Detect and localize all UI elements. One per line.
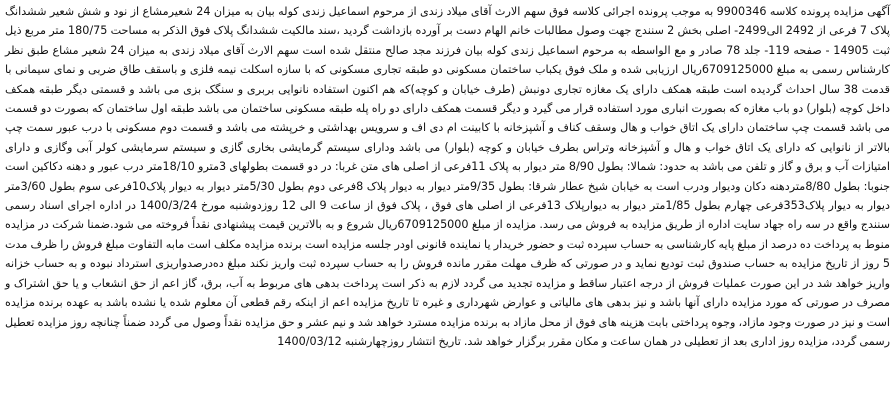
publish-date: 1400/03/12 <box>277 334 342 348</box>
notice-body-text: آگهی مزایده پرونده کلاسه 9900346 به موجب پرونده اجرائی کلاسه فوق سهم الارث آقای میلاد زندی از مرحوم اسماعیل زندی کوله بیان به میزان 24 شعیرمشاع از نود و شش شعیر ششدانگ پلاک 7 فرعی از 2492 الی2499- اصلی بخش 2 سنندج جهت وصول مطالبات خانم الهام دست بر آورده بازداشت گردید ،سند مالکیت ششدانگ پلاک فوق الذکر به مساحت 180/75 متر مربع ذیل ثبت 14905 - صفحه 119- جلد 78 صادر و مع الواسطه به مرحوم اسماعیل زندی کوله بیان فرزند مجد صالح منتقل شده است سهم الارث آقای میلاد زندی به میزان 24 شعیر مشاع طبق نظر کارشناس رسمی به مبلغ 6709125000ریال ارزیابی شده و ملک فوق یکباب ساختمان مسکونی دو طبقه تجاری مسکونی که با سازه اسکلت نیمه فلزی و باسقف طاق ضربی و نمای سیمانی با قدمت 38 سال احداث گردیده است طبقه همکف دارای یک مغازه تجاری دونبش (طرف خیابان و کوچه)که هم اکنون استفاده نانوایی بربری و سنگک بزی می باشد و قسمتی دیگر طبقه همکف داخل کوچه (بلوار) دو باب مغازه که بصورت انباری مورد استفاده قرار می گیرد و دیگر قسمت همکف دارای دو راه پله طبقه مسکونی ساختمان می باشد طبقه اول ساختمان که بصورت دو قسمت می باشد قسمت چپ ساختمان دارای یک اتاق خواب و هال وسقف کناف و آشپزخانه با کابینت ام دی اف و سرویس بهداشتی و خرپشته می باشد و قسمت دوم مسکونی با درب عبور سمت چپ بالاتر از نانوایی که دارای یک اتاق خواب و هال و آشپزخانه وتراس بطرف خیابان و کوچه (بلوار) می باشد ودارای سیستم گرمایشی بخاری گازی و سیستم سرمایشی کولر آبی وگازی و دارای امتیازات آب و برق و گاز و تلفن می باشد به حدود: شمالا: بطول 8/90 متر دیوار به پلاک 11فرعی از اصلی های متن غربا: در دو قسمت بطولهای 3مترو 18/10متر درب عبور و دهنه دکاکین است جنوبا: بطول 8/80متردهنه دکان ودیوار ودرب است به خیابان شیخ عطار شرقا: بطول 9/35متر دیوار به دیوار پلاک 8فرعی دوم بطول 5/30متر دیوار به دیوار پلاک10فرعی سوم بطول 3/60متر دیوار به دیوار پلاک353فرعی چهارم بطول 1/85متر دیوار به دیوارپلاک 13فرعی از اصلی های فوق ، پلاک فوق از ساعت 9 الی 12 روزدوشنبه مورخ 1400/3/24 در اداره اجرای اسناد رسمی سنندج واقع در سه راه جهاد سایت اداره از طریق مزایده به فروش می رسد. مزایده از مبلغ 6709125000ریال شروع و به بالاترین قیمت پیشنهادی نقداً فروخته می شود.ضمنا شرکت در مزایده منوط به پرداخت ده درصد از مبلغ پایه کارشناسی به حساب سپرده ثبت و حضور خریدار یا نماینده قانونی اودر جلسه مزایده است برنده مزایده مکلف است مابه التفاوت مبلغ فروش را ظرف مدت 5 روز از تاریخ مزایده به حساب صندوق ثبت تودیع نماید و در صورتی که ظرف مهلت مقرر مانده فروش را به حساب سپرده ثبت واریز نکند مبلغ ده‌درصدواریزی استرداد نبوده و به حساب خزانه واریز خواهد شد در این صورت عملیات فروش از درجه اعتبار ساقط و مزایده تجدید می گردد لازم به ذکر است پرداخت بدهی های مربوط به آب، برق، گاز اعم از حق انشعاب و یا حق اشتراک و مصرف در صورتی که مورد مزایده دارای آنها باشد و نیز بدهی های مالیاتی و عوارض شهرداری و غیره تا تاریخ مزایده اعم از اینکه رقم قطعی آن معلوم شده یا نشده باشد به عهده برنده مزایده است و نیز در صورت وجود مازاد، وجوه پرداختی بابت هزینه های فوق از محل مازاد به برنده مزایده مسترد خواهد شد و نیم عشر و حق مزایده نقداً وصول می گردد ضمناً چنانچه روز مزایده تعطیل رسمی گردد، مزایده روز اداری بعد از تعطیلی در همان ساعت و مکان مقرر برگزار خواهد شد. تاریخ انتشار روزچهارشنبه <box>5 5 891 348</box>
